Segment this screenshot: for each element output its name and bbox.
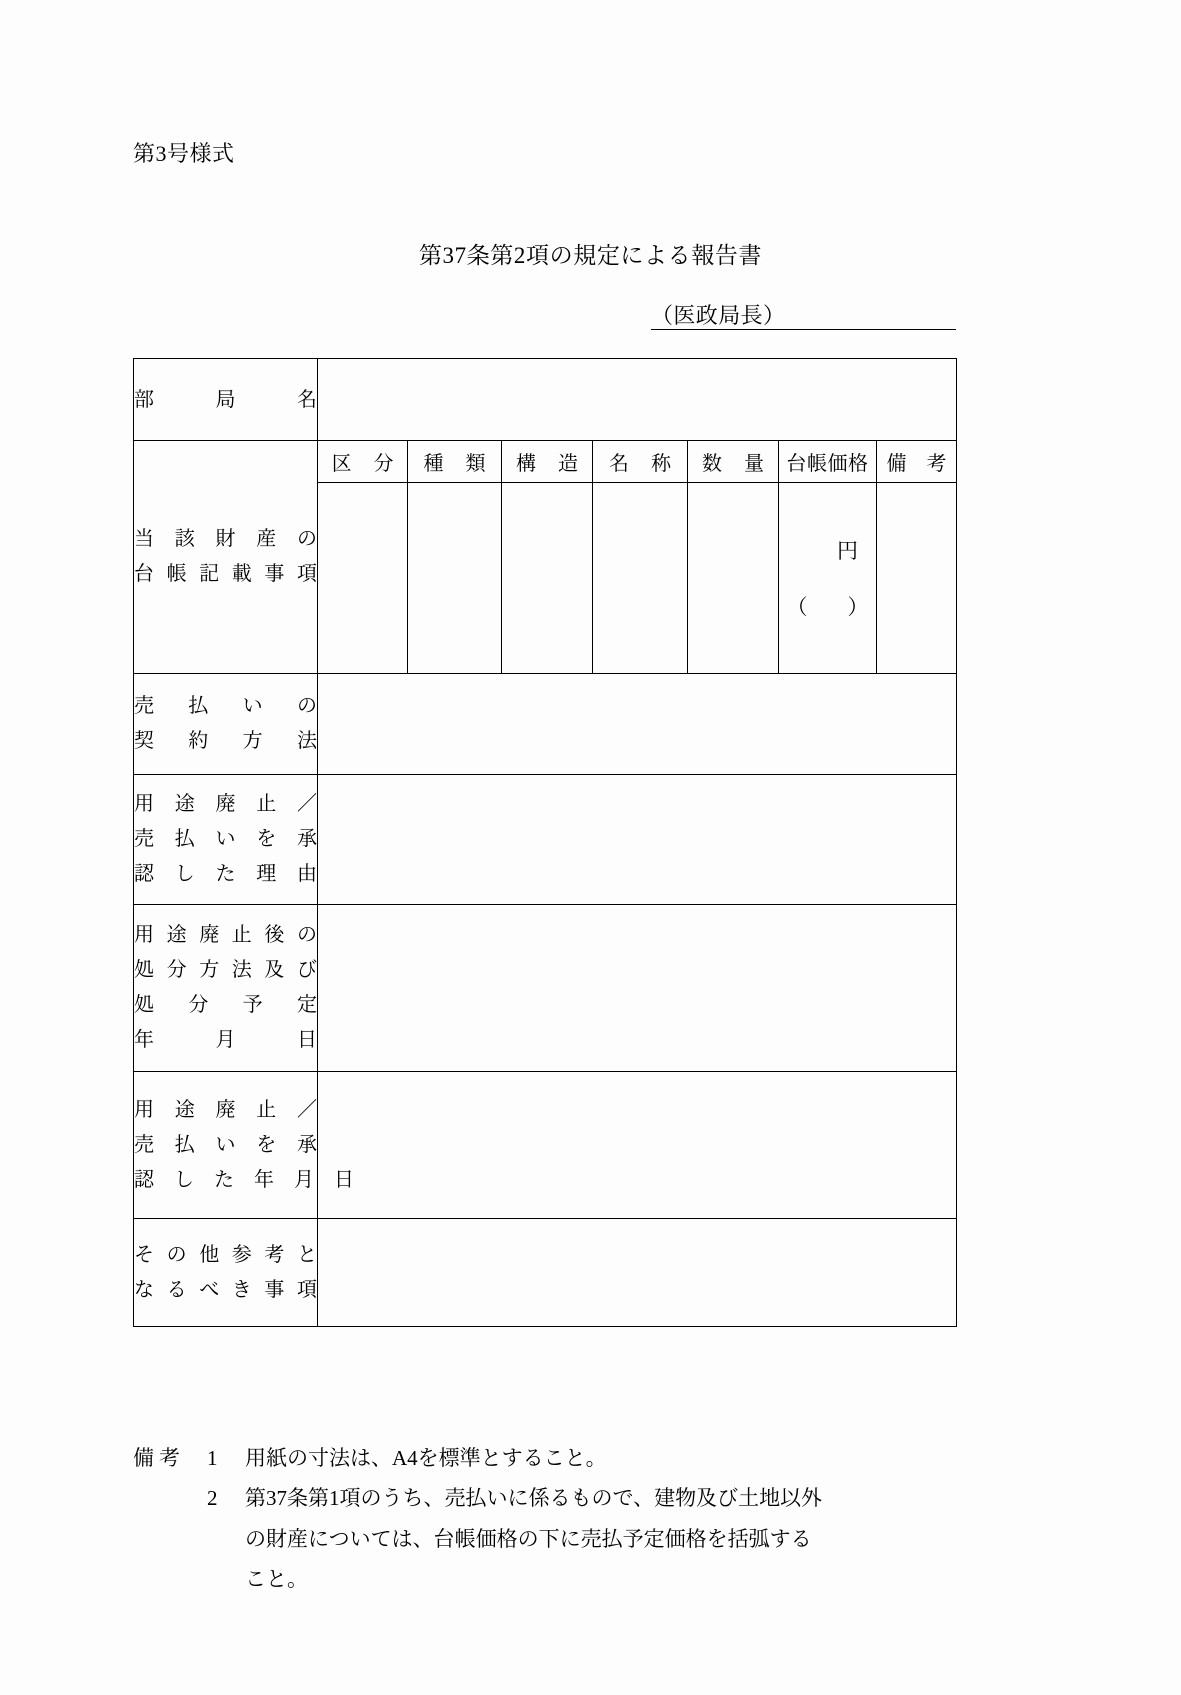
table-row-other-remarks bbox=[134, 1219, 957, 1327]
currency-unit-yen: 円 bbox=[837, 539, 858, 563]
footnote-text: 第37条第1項のうち、売払いに係るもので、建物及び土地以外 bbox=[245, 1486, 823, 1511]
header-text: 台帳価格 bbox=[786, 453, 869, 475]
label-line: 部 局 名 bbox=[134, 388, 317, 411]
footnote-item-1 bbox=[133, 1438, 1093, 1478]
input-approval-reason[interactable] bbox=[318, 775, 957, 905]
label-line: 用途廃止後の bbox=[134, 924, 317, 946]
input-approval-date[interactable] bbox=[318, 1072, 957, 1219]
label-line: 当該財産の bbox=[134, 528, 317, 550]
footnote-item-2-line-3: こと。 bbox=[245, 1566, 308, 1591]
paren-open: （ bbox=[786, 595, 808, 619]
column-header-meisho bbox=[593, 441, 688, 483]
footnote-text: 用紙の寸法は、A4を標準とすること。 bbox=[245, 1446, 607, 1470]
input-kozo[interactable] bbox=[502, 483, 593, 674]
table-row-bureau-name bbox=[134, 359, 957, 441]
label-line: 年 月 日 bbox=[134, 1029, 317, 1051]
label-line: 売 払 い を 承 bbox=[134, 1133, 317, 1156]
header-text: 名 称 bbox=[609, 453, 671, 475]
footnote-number: 2 bbox=[207, 1486, 218, 1511]
input-bikou[interactable] bbox=[877, 483, 957, 674]
footnotes-label: 備考 bbox=[133, 1446, 185, 1470]
document-title: 第37条第2項の規定による報告書 bbox=[418, 243, 763, 268]
addressee-label: （医政局長） bbox=[651, 303, 786, 328]
label-line: 売 払 い の bbox=[134, 695, 317, 717]
addressee-underline-field bbox=[651, 302, 956, 330]
input-other-remarks[interactable] bbox=[318, 1219, 957, 1327]
row-label-ledger-entries bbox=[134, 441, 318, 674]
paren-close: ） bbox=[847, 595, 869, 619]
header-text: 数 量 bbox=[702, 453, 764, 475]
row-label-approval-date bbox=[134, 1072, 354, 1219]
row-label-bureau-name bbox=[134, 359, 318, 441]
table-row-contract-method bbox=[134, 674, 957, 775]
label-line: 用 途 廃 止 ／ bbox=[134, 793, 317, 815]
table-row-disposal-plan bbox=[134, 905, 957, 1072]
footnote-item-2-line-2: の財産については、台帳価格の下に売払予定価格を括弧する bbox=[245, 1526, 812, 1551]
row-label-approval-reason bbox=[134, 775, 318, 905]
column-header-daicho-kakaku bbox=[779, 441, 877, 483]
table-row-ledger-headers bbox=[134, 441, 957, 483]
column-header-suryo bbox=[688, 441, 779, 483]
column-header-kozo bbox=[502, 441, 593, 483]
input-daicho-kakaku[interactable] bbox=[779, 483, 877, 674]
column-header-bikou bbox=[877, 441, 957, 483]
label-line: 認 し た 理 由 bbox=[134, 863, 317, 885]
header-text: 種 類 bbox=[423, 453, 486, 475]
header-text: 区 分 bbox=[331, 453, 394, 475]
header-text: 備 考 bbox=[886, 453, 947, 475]
table-row-approval-reason bbox=[134, 775, 957, 905]
label-line: 用 途 廃 止 ／ bbox=[134, 1098, 317, 1121]
report-form-table bbox=[133, 358, 957, 1327]
label-line: 契 約 方 法 bbox=[134, 730, 317, 752]
input-shurui[interactable] bbox=[408, 483, 502, 674]
row-label-other-remarks bbox=[134, 1219, 318, 1327]
label-line: なるべき事項 bbox=[134, 1278, 317, 1301]
row-label-disposal-plan bbox=[134, 905, 318, 1072]
form-number: 第3号様式 bbox=[133, 141, 235, 166]
label-line: 処 分 予 定 bbox=[134, 994, 317, 1016]
label-line: 認 し た 年 月 日 bbox=[134, 1168, 354, 1191]
label-line: 処分方法及び bbox=[134, 959, 317, 981]
input-bureau-name[interactable] bbox=[318, 359, 957, 441]
column-header-shurui bbox=[408, 441, 502, 483]
input-kubun[interactable] bbox=[318, 483, 408, 674]
input-meisho[interactable] bbox=[593, 483, 688, 674]
label-line: その他参考と bbox=[134, 1243, 317, 1266]
row-label-contract-method bbox=[134, 674, 318, 775]
header-text: 構 造 bbox=[516, 453, 578, 475]
input-suryo[interactable] bbox=[688, 483, 779, 674]
footnote-item-2 bbox=[133, 1478, 1093, 1518]
footnote-number: 1 bbox=[207, 1446, 218, 1470]
footnotes bbox=[133, 1438, 1093, 1599]
input-disposal-plan[interactable] bbox=[318, 905, 957, 1072]
label-line: 売 払 い を 承 bbox=[134, 828, 317, 850]
column-header-kubun bbox=[318, 441, 408, 483]
estimated-price-parentheses bbox=[779, 591, 876, 621]
input-contract-method[interactable] bbox=[318, 674, 957, 775]
label-line: 台帳記載事項 bbox=[134, 563, 317, 585]
table-row-approval-date bbox=[134, 1072, 957, 1219]
